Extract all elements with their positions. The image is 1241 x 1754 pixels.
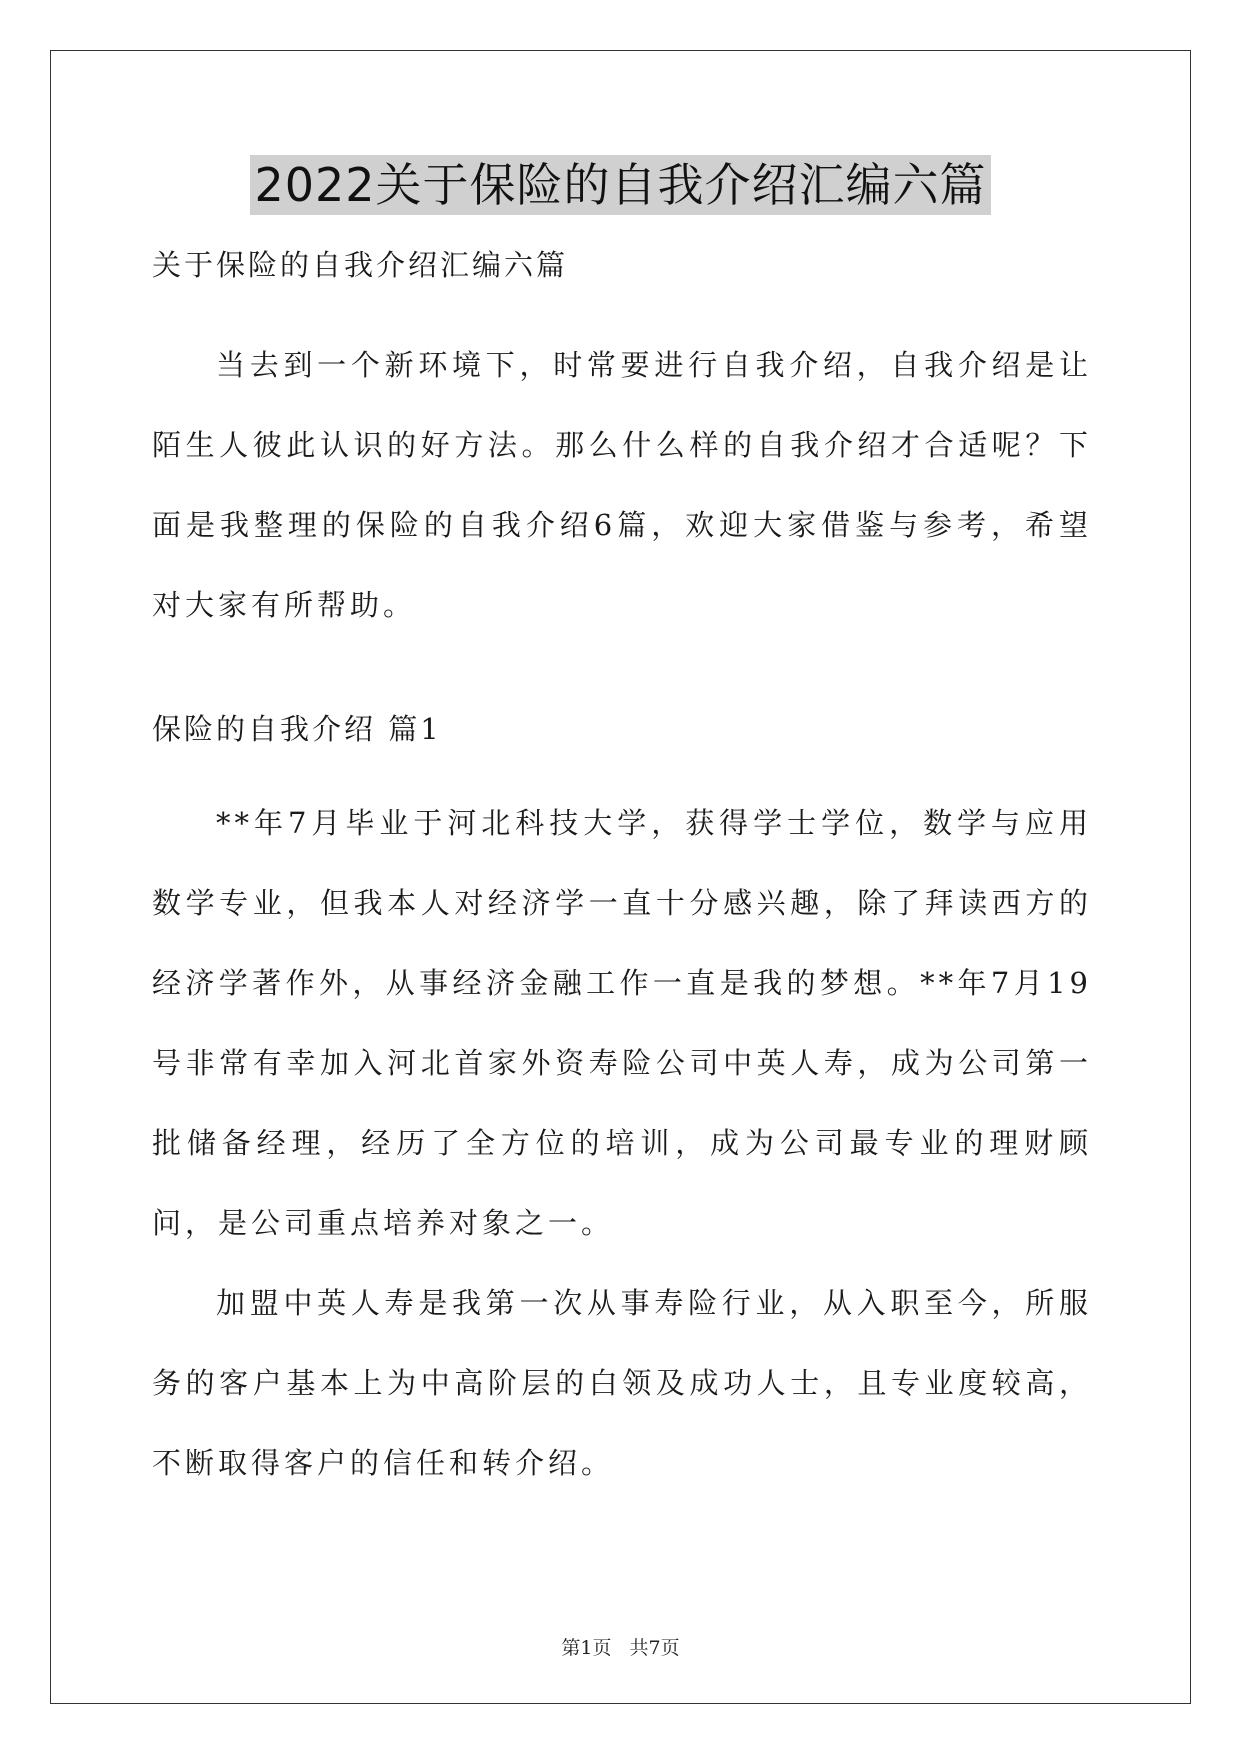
section-paragraph: **年7月毕业于河北科技大学，获得学士学位，数学与应用数学专业，但我本人对经济学一直十分感兴趣，除了拜读西方的经济学著作外，从事经济金融工作一直是我的梦想。**年7月19号非常有幸加入河北首家外资寿险公司中英人寿，成为公司第一批储备经理，经历了全方位的培训，成为公司最专业的理财顾问，是公司重点培养对象之一。 <box>152 806 1092 1240</box>
total-pages-label: 共7页 <box>629 1637 680 1659</box>
document-title: 2022关于保险的自我介绍汇编六篇 <box>250 155 990 215</box>
page-footer <box>0 1633 1241 1660</box>
section-heading: 保险的自我介绍 篇1 <box>152 712 442 746</box>
title-container <box>0 155 1241 215</box>
current-page-label: 第1页 <box>561 1637 612 1659</box>
intro-paragraph: 当去到一个新环境下，时常要进行自我介绍，自我介绍是让陌生人彼此认识的好方法。那么什么样的自我介绍才合适呢？下面是我整理的保险的自我介绍6篇，欢迎大家借鉴与参考，希望对大家有所帮助。 <box>152 348 1092 622</box>
document-body <box>152 245 1092 1503</box>
document-subtitle: 关于保险的自我介绍汇编六篇 <box>152 248 569 282</box>
section-paragraph: 加盟中英人寿是我第一次从事寿险行业，从入职至今，所服务的客户基本上为中高阶层的白领及成功人士，且专业度较高，不断取得客户的信任和转介绍。 <box>152 1286 1092 1480</box>
